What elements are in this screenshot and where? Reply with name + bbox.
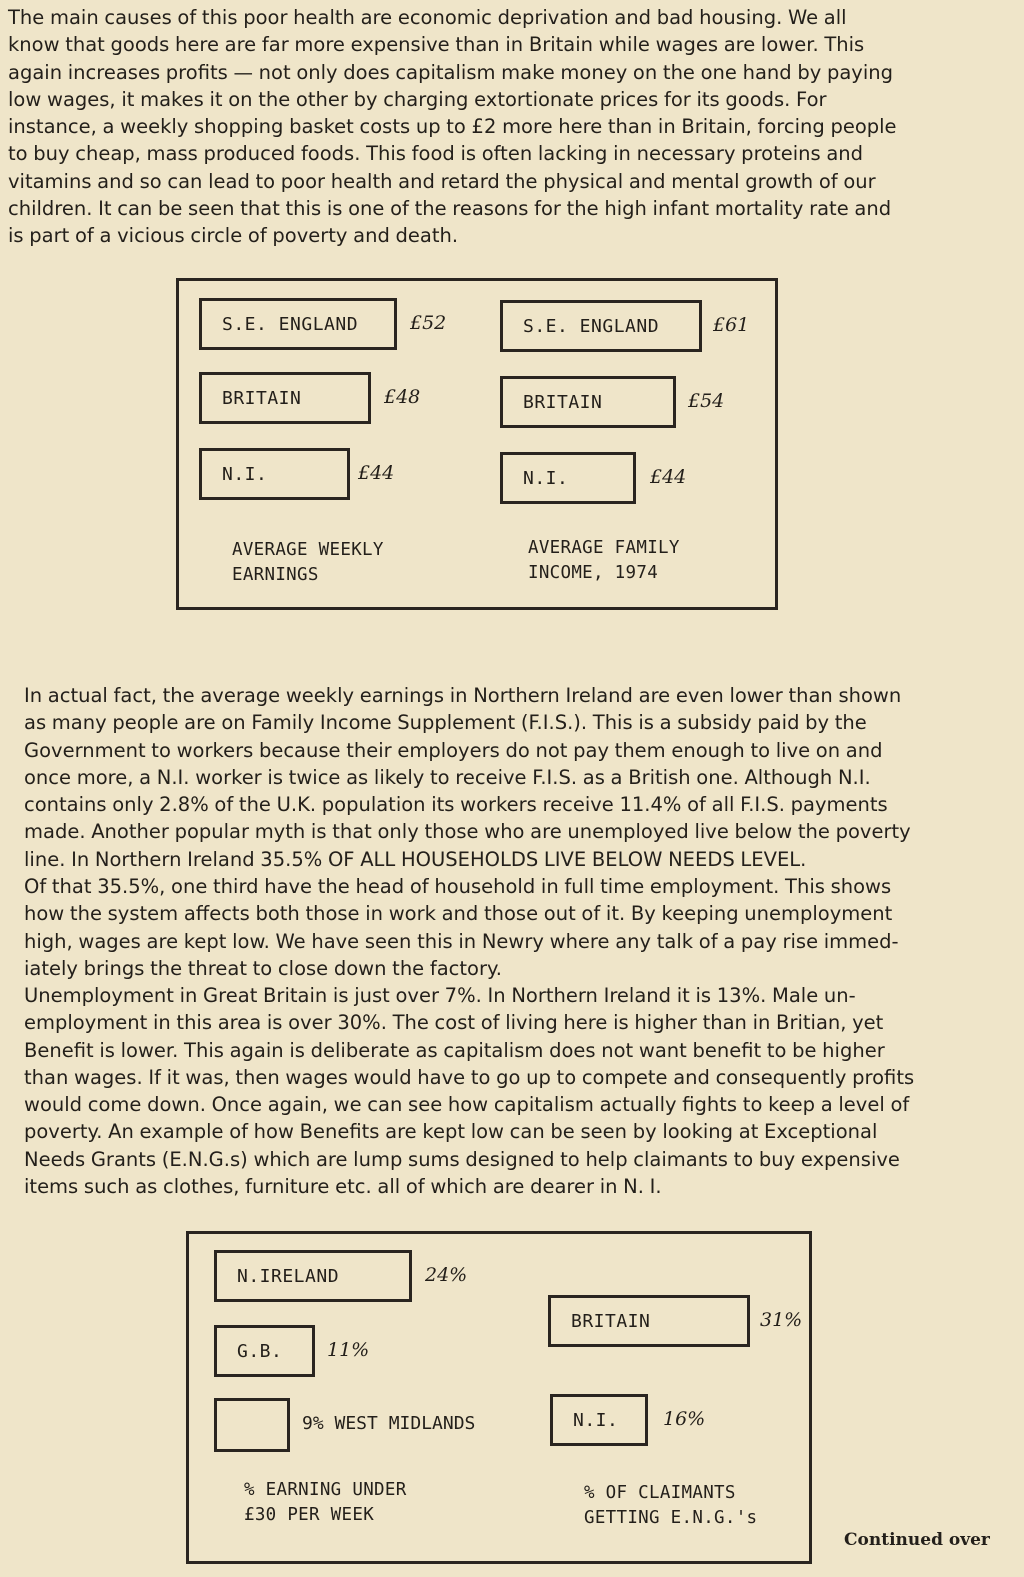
se-england-income-box: S.E. ENGLAND [500,300,702,352]
britain-eng-value: 31% [760,1309,803,1331]
gb-under30-box: G.B. [214,1325,315,1377]
gb-under30-value: 11% [327,1339,370,1361]
ni-income-value: £44 [650,466,687,488]
west-midlands-under30-box [214,1398,290,1452]
ni-earnings-box: N.I. [199,448,350,500]
under30-caption: % EARNING UNDER £30 PER WEEK [244,1480,407,1525]
paragraph-unemployment: Unemployment in Great Britain is just over 7%. In Northern Ireland it is 13%. Male un- employment in this area is over 30%. The cost of living here is higher than in Britian, yet Benefit is lower. This again is deliberate as capitalism does not want benefit to be higher than wages. If it was, then wages would have to go up to compete and consequently profits would come down. Once again, we can see how capitalism actually fights to keep a level of poverty. An example of how Benefits are kept low can be seen by looking at Exceptional Needs Grants (E.N.G.s) which are lump sums designed to help claimants to buy expensive items such as clothes, furniture etc. all of which are dearer in N. I. [24,984,915,1199]
britain-earnings-value: £48 [384,386,421,408]
ni-income-box: N.I. [500,452,636,504]
west-midlands-under30-value: 9% WEST MIDLANDS [302,1413,476,1434]
n-ireland-under30-value: 24% [425,1264,468,1286]
n-ireland-under30-box: N.IRELAND [214,1250,412,1302]
britain-income-box: BRITAIN [500,376,676,428]
eng-caption: % OF CLAIMANTS GETTING E.N.G.'s [584,1483,758,1528]
ni-eng-box: N.I. [550,1394,648,1446]
britain-income-value: £54 [688,390,725,412]
ni-earnings-value: £44 [358,462,395,484]
se-england-earnings-value: £52 [410,312,447,334]
se-england-earnings-box: S.E. ENGLAND [199,298,397,350]
earnings-caption: AVERAGE WEEKLY EARNINGS [232,540,384,585]
britain-eng-box: BRITAIN [548,1295,750,1347]
ni-eng-value: 16% [663,1408,706,1430]
paragraph-fis: In actual fact, the average weekly earnings in Northern Ireland are even lower than shown as many people are on Family Income Supplement (F.I.S.). This is a subsidy paid by the Government to workers because their employers do not pay them enough to live on and once more, a N.I. worker is twice as likely to receive F.I.S. as a British one. Although N.I. contains only 2.8% of the U.K. population its workers receive 11.4% of all F.I.S. payments made. Another popular myth is that only those who are unemployed live below the poverty line. In Northern Ireland 35.5% OF ALL HOUSEHOLDS LIVE BELOW NEEDS LEVEL. Of that 35.5%, one third have the head of household in full time employment. This shows how the system affects both those in work and those out of it. By keeping unemployment high, wages are kept low. We have seen this in Newry where any talk of a pay rise immed- iately brings the threat to close down the factory. [24,684,911,980]
income-caption: AVERAGE FAMILY INCOME, 1974 [528,538,680,583]
paragraph-poor-health: The main causes of this poor health are economic deprivation and bad housing. We all know that goods here are far more expensive than in Britain while wages are lower. This again increases profits — not only does capitalism make money on the one hand by paying low wages, it makes it on the other by charging extortionate prices for its goods. For instance, a weekly shopping basket costs up to £2 more here than in Britain, forcing people to buy cheap, mass produced foods. This food is often lacking in necessary proteins and vitamins and so can lead to poor health and retard the physical and mental growth of our children. It can be seen that this is one of the reasons for the high infant mortality rate and is part of a vicious circle of poverty and death. [8,6,897,248]
se-england-income-value: £61 [713,314,750,336]
continued-over-note: Continued over [844,1530,990,1550]
britain-earnings-box: BRITAIN [199,372,371,424]
